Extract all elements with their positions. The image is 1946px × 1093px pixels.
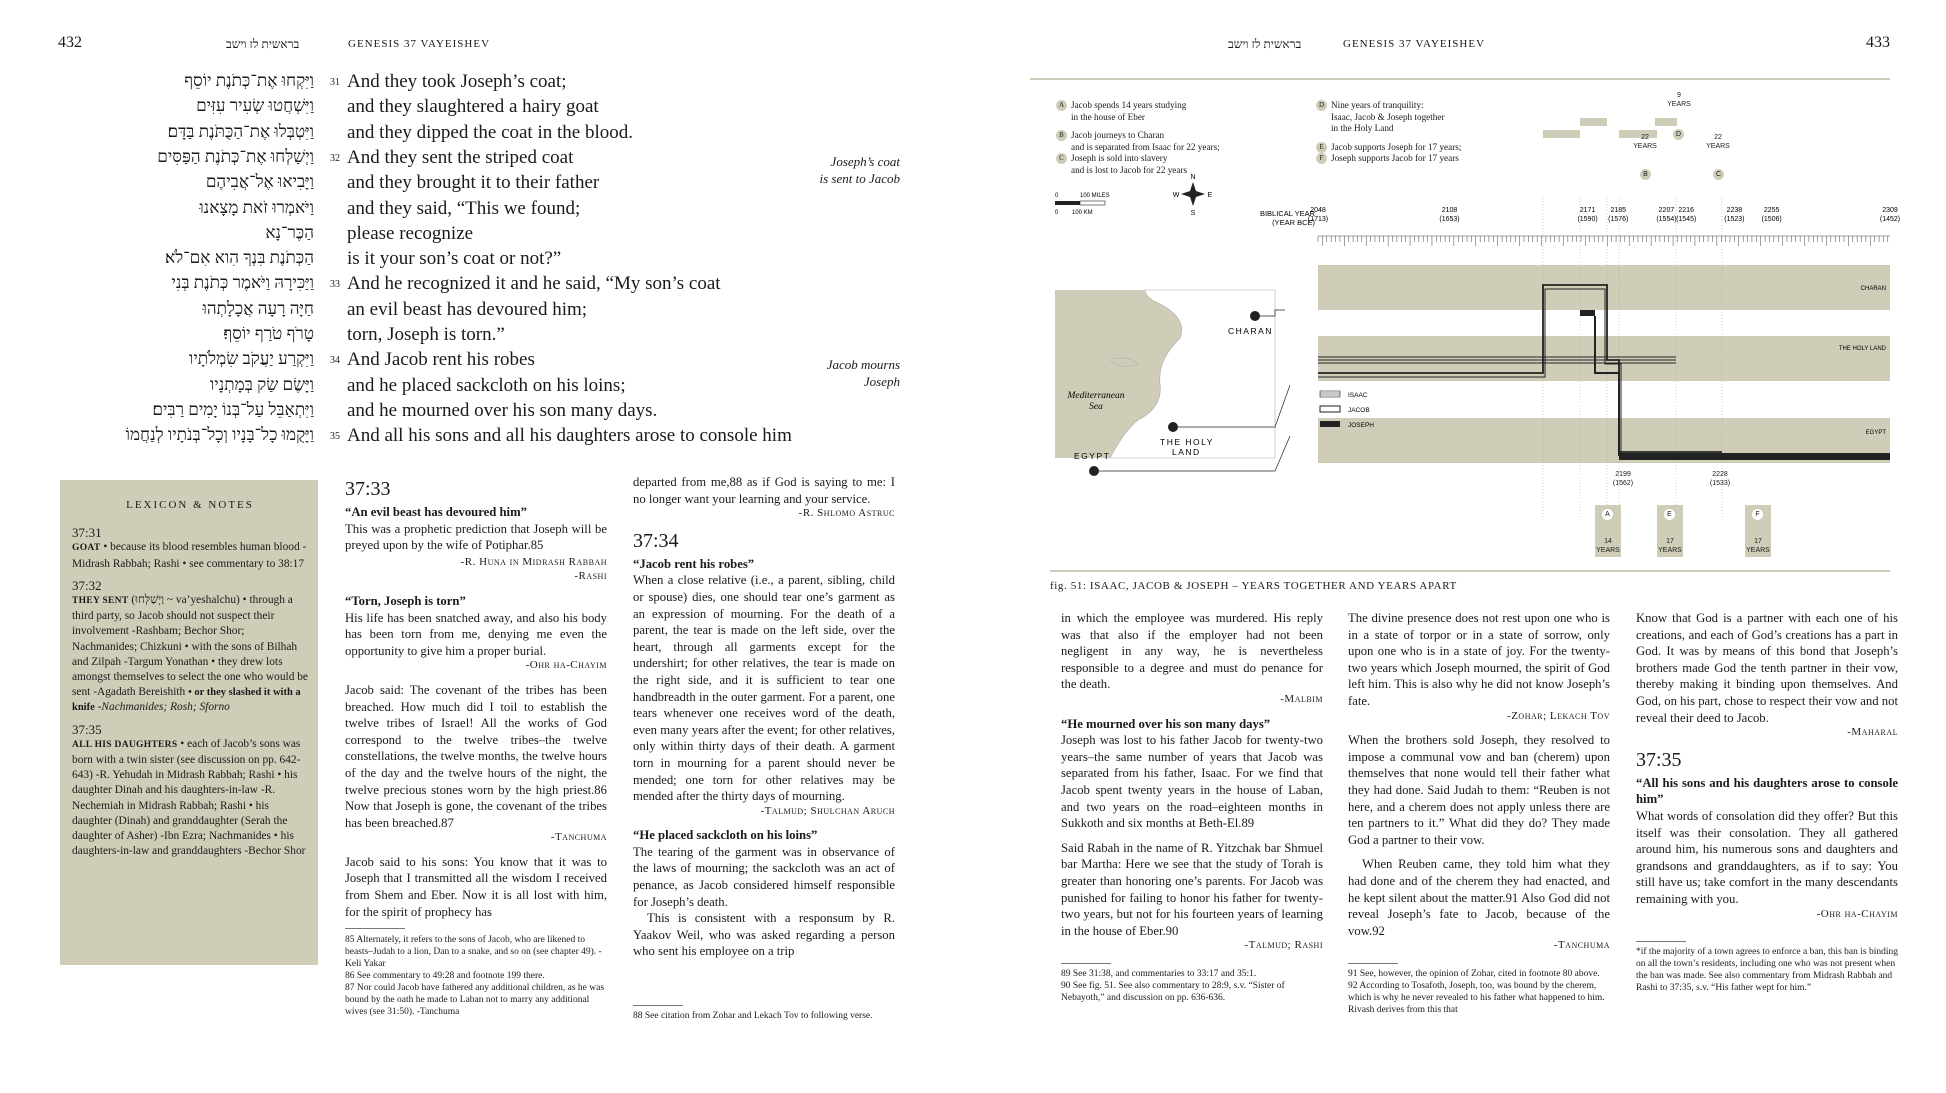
- source-citation: -Zohar; Lekach Tov: [1507, 709, 1610, 722]
- year-bce-label: (1590): [1577, 216, 1598, 223]
- year-label: 2238: [1726, 207, 1743, 214]
- period-label-22-years-c: 22 YEARS: [1706, 134, 1730, 150]
- running-head-right: GENESIS 37 VAYEISHEV: [1343, 38, 1486, 50]
- map-label-egypt: EGYPT: [1074, 451, 1111, 461]
- english-text: And he recognized it and he said, “My son’s coat: [347, 273, 721, 295]
- lexicon-entry-goat: GOAT • because its blood resembles human blood -Midrash Rabbah; Rashi • see commentary to 38:17: [72, 541, 307, 570]
- region-label-egypt: EGYPT: [1865, 430, 1886, 436]
- page-number-right: 433: [1866, 34, 1890, 51]
- joseph-segment-charan: [1580, 310, 1595, 316]
- marker-c: C: [1713, 169, 1724, 180]
- comment-heading: “All his sons and his daughters arose to console him”: [1636, 775, 1898, 807]
- legend-item-e: E Jacob supports Joseph for 17 years;: [1316, 142, 1461, 154]
- svg-text:0: 0: [1055, 210, 1059, 216]
- year-ticks: [1318, 236, 1890, 246]
- map-label-sea: Sea: [1089, 402, 1103, 412]
- legend-item-c: C Joseph is sold into slavery and is lost to Jacob for 22 years: [1056, 153, 1220, 176]
- verse-heading: 37:34: [633, 529, 679, 552]
- lexicon-entry-they-sent: THEY SENT (וַיְשַׁלְּחוּ ~ va’yeshalchu) • through a third party, so Jacob should not suspect their involvement -Rashbam; Bechor Shor; Nachmanides; Chizkuni • with the sons of Bilhah and Zilpah -Targum Yonathan • they drew lots amongst themselves to select the one who would be sent -Agadath Bereishith • or they slashed it with a knife -Nachmanides; Rosh; Sforno: [72, 594, 308, 714]
- commentary-column-d: [1348, 610, 1610, 962]
- source-citation: -R. Huna in Midrash Rabbah: [460, 555, 607, 568]
- commentary-column-e: [1636, 610, 1898, 930]
- comment-text: Joseph was lost to his father Jacob for twenty-two years–the same number of years that Jacob was separated from his father, Isaac. For we find that Jacob spent twenty years in the house of Laban, and two years on the road–eighteen months in Sukkoth and six months at Beth-El.89: [1061, 733, 1323, 831]
- english-text: torn, Joseph is torn.”: [347, 324, 505, 345]
- marker-d: D: [1673, 129, 1684, 140]
- english-text: And they sent the striped coat: [347, 146, 574, 168]
- source-citation: -Ohr ha-Chayim: [1816, 907, 1898, 920]
- hebrew-running-head-right: בראשית לז וישב: [1228, 37, 1302, 51]
- english-text: and he mourned over his son many days.: [347, 399, 658, 421]
- footnotes-column-b: 88 See citation from Zohar and Lekach Tov to following verse.: [633, 1011, 873, 1021]
- english-text: and they brought it to their father: [347, 172, 600, 194]
- footnote-column-e: *if the majority of a town agrees to enforce a ban, this ban is binding on all the town’s residents, including one who was not present when the ban was made. See also commentary from Midrash Rabbah and Rashi to 37:35, s.v. “His father wept for him.”: [1636, 947, 1898, 993]
- figure-top-rule: [1030, 78, 1890, 80]
- sidenote-mourns: Jacob mourns Joseph: [826, 357, 900, 389]
- year-label: 2309: [1882, 207, 1898, 214]
- axis-label: (YEAR BCE): [1272, 218, 1315, 227]
- compass-rose-icon: [1173, 174, 1213, 217]
- svg-text:100 MILES: 100 MILES: [1080, 193, 1110, 199]
- marker-f: F: [1752, 509, 1763, 520]
- year-label: 2048: [1310, 207, 1326, 214]
- sidenote-coat: Joseph’s coat is sent to Jacob: [819, 154, 900, 186]
- comment-text: in which the employee was murdered. His reply was that also if the employer had not been negligent in any way, he is nevertheless responsible to a degree and must do penance for the death.: [1061, 611, 1323, 692]
- svg-text:S: S: [1190, 210, 1196, 217]
- hebrew-text: וַיִּקְחוּ אֶת־כְּתֹנֶת יוֹסֵף: [184, 71, 314, 90]
- comment-text: departed from me,88 as if God is saying to me: I no longer want your learning and your service.: [633, 475, 895, 506]
- comment-heading: “He mourned over his son many days”: [1061, 716, 1271, 731]
- hebrew-text: הַכְּתֹנֶת בִּנְךָ הִוא אִם־לֹא׃: [165, 248, 314, 268]
- year-label: 2207: [1658, 207, 1675, 214]
- source-citation: -Talmud; Shulchan Aruch: [760, 804, 895, 817]
- running-head-left: GENESIS 37 VAYEISHEV: [348, 38, 491, 50]
- hebrew-text: וַיַּכִּירָהּ וַיֹּאמֶר כְּתֹנֶת בְּנִי: [171, 273, 314, 293]
- source-citation: -R. Shlomo Astruc: [798, 507, 895, 520]
- key-isaac: ISAAC: [1348, 392, 1368, 399]
- comment-text: Said Rabah in the name of R. Yitzchak bar Shmuel bar Martha: Here we see that the study of Torah is greater than honoring one’s parents. For Jacob was punished for failing to honor his father for twenty-two years, but not for his fourteen years of learning in the house of Eber.90: [1061, 840, 1323, 938]
- svg-text:N: N: [1190, 174, 1196, 181]
- english-text: And all his sons and all his daughters arose to console him: [347, 425, 792, 447]
- comment-heading: “Torn, Joseph is torn”: [345, 593, 466, 608]
- year-bce-label: (1506): [1761, 216, 1782, 223]
- english-text: and he placed sackcloth on his loins;: [347, 374, 626, 396]
- source-citation: -Rashi: [574, 570, 607, 583]
- hebrew-text: וַיִּשְׁחֲטוּ שְׂעִיר עִזִּים: [196, 96, 314, 116]
- figure-caption: fig. 51: ISAAC, JACOB & JOSEPH – YEARS TOGETHER AND YEARS APART: [1050, 580, 1457, 592]
- comment-text: When Reuben came, they told him what they had done and of the cherem they had enacted, and he kept silent about the matter.91 Also God did not reveal Joseph’s fate to Jacob, because of the vow.92: [1348, 857, 1610, 938]
- commentary-column-c: [1061, 610, 1323, 962]
- hebrew-text: חַיָּה רָעָה אֲכָלָתְהוּ: [202, 298, 314, 318]
- comment-text: His life has been snatched away, and also his body has been torn from me, denying me even the opportunity to give him a proper burial.: [345, 610, 607, 658]
- hebrew-text: וַיָּבִיאוּ אֶל־אֲבִיהֶם: [205, 172, 314, 192]
- holy-land-marker: [1168, 422, 1178, 432]
- region-label-holy-land: THE HOLY LAND: [1838, 346, 1886, 352]
- marker-e: E: [1664, 509, 1675, 520]
- comment-text: This is consistent with a responsum by R. Yaakov Weil, who was asked regarding a person who sent his employee on a trip: [633, 911, 895, 959]
- scale-bar: [1055, 193, 1110, 216]
- commentary-column-a: [345, 478, 607, 928]
- comment-heading: “Jacob rent his robes”: [633, 556, 755, 571]
- bottom-year-2199: 2199 (1562): [1612, 471, 1634, 487]
- joseph-egypt-bar: [1619, 453, 1890, 460]
- footnote-rule: [1348, 963, 1398, 964]
- source-citation: -Malbim: [1280, 692, 1323, 705]
- comment-text: Jacob said: The covenant of the tribes has been breached. How much did I toil to establish the twelve tribes of Israel! All the works of God correspond to the twelve tribes–the twelve constellations, the twelve months, the twelve hours of the day and the twelve hours of the night, the twelve precious stones worn by the high priest.86 Now that Joseph is gone, the covenant of the tribes has been breached.87: [345, 682, 607, 830]
- year-labels: [1308, 207, 1900, 223]
- legend-item-b: B Jacob journeys to Charan and is separated from Isaac for 22 years;: [1056, 130, 1220, 153]
- hebrew-text: וַיִּתְאַבֵּל עַל־בְּנוֹ יָמִים רַבִּים׃: [152, 399, 314, 419]
- key-jacob: JACOB: [1348, 407, 1370, 414]
- axis-label: BIBLICAL YEAR: [1259, 209, 1315, 218]
- svg-text:W: W: [1172, 192, 1180, 199]
- page-number-left: 432: [58, 34, 82, 51]
- year-bce-label: (1713): [1307, 216, 1329, 223]
- year-label: 2255: [1763, 207, 1780, 214]
- english-text: and they slaughtered a hairy goat: [347, 96, 599, 118]
- comment-heading: “An evil beast has devoured him”: [345, 505, 527, 519]
- verse-number: 31: [330, 77, 340, 88]
- period-label-22-years-b: 22 YEARS: [1633, 134, 1657, 150]
- marker-b: B: [1640, 169, 1651, 180]
- hebrew-text: וַיָּשֶׂם שַׂק בְּמָתְנָיו: [209, 374, 314, 394]
- english-text: is it your son’s coat or not?”: [347, 248, 562, 270]
- lexicon-entry-all-his-daughters: ALL HIS DAUGHTERS • each of Jacob’s sons was born with a twin sister (see discussion on pp. 642-643) -R. Yehudah in Midrash Rabbah; Rashi • his daughter Dinah and his daughters-in-law -R. Nechemiah in Midrash Rabbah; Rashi • his daughter (Dinah) and granddaughter (Serah the daughter of Asher) -Ibn Ezra; Nachmanides • his daughters-in-law and granddaughters -Bechor Shor: [72, 737, 306, 858]
- band-charan: [1318, 265, 1890, 310]
- comment-text: What words of consolation did they offer? But this itself was their consolation. They all gathered around him, his numerous sons and daughters and grandsons and granddaughters, as if to say: You still have us; take comfort in the many descendants remaining with you.: [1636, 808, 1898, 906]
- verse-number: 34: [330, 355, 340, 367]
- year-label: 2108: [1441, 207, 1458, 214]
- year-bce-label: (1653): [1439, 216, 1460, 223]
- english-text: And Jacob rent his robes: [347, 349, 535, 371]
- source-citation: -Talmud; Rashi: [1244, 939, 1323, 952]
- source-citation: -Tanchuma: [550, 831, 607, 844]
- verse-heading: 37:35: [1636, 748, 1682, 771]
- lexicon-verse-ref: 37:32: [72, 577, 102, 593]
- hebrew-text: וַיִּטְבְּלוּ אֶת־הַכֻּתֹּנֶת בַּדָּם׃: [167, 121, 314, 141]
- comment-text: Jacob said to his sons: You know that it was to Joseph that I transmitted all the wisdom I received from Shem and Eber. Now it is all lost with him, for the spirit of prophecy has: [345, 854, 607, 919]
- english-text: please recognize: [347, 222, 474, 244]
- lexicon-title: LEXICON & NOTES: [126, 499, 254, 511]
- svg-text:E: E: [1207, 192, 1213, 199]
- english-text: and they dipped the coat in the blood.: [347, 121, 633, 143]
- legend-item-d: D Nine years of tranquility: Isaac, Jacob & Joseph together in the Holy Land: [1316, 100, 1461, 135]
- series-key: [1320, 391, 1374, 429]
- timeline-figure: [1050, 88, 1900, 568]
- egypt-marker: [1089, 466, 1099, 476]
- footnotes-column-d: 91 See, however, the opinion of Zohar, cited in footnote 80 above. 92 According to Tosafoth, Joseph, too, was bound by the cherem, which is why he never revealed to his father what happened to him. Rivash derives from this that: [1348, 969, 1605, 1015]
- key-joseph: JOSEPH: [1348, 422, 1375, 429]
- band-holy-land: [1318, 336, 1890, 381]
- comment-text: Know that God is a partner with each one of his creations, and each of God’s creations has a part in God. It was by means of this bond that Joseph’s brothers made God the tenth partner in their vow, thereby making it binding upon themselves. And God, on his part, chose to respect their vow and not reveal their deed to Jacob.: [1636, 611, 1898, 725]
- footnote-rule: [633, 1005, 683, 1006]
- bottom-year-2228: 2228 (1533): [1709, 471, 1731, 487]
- svg-text:100 KM: 100 KM: [1072, 210, 1093, 216]
- comment-text: The divine presence does not rest upon one who is in a state of torpor or in a state of sorrow, only upon one who is in a state of joy. For the twenty-two years which Joseph mourned, the spirit of God left him. This is also why he did not know Joseph’s fate.: [1348, 611, 1610, 708]
- comment-text: This was a prophetic prediction that Joseph will be preyed upon by the wife of Potiphar.85: [345, 521, 607, 553]
- verse-heading: 37:33: [345, 478, 391, 500]
- hebrew-text: וַיָּקֻמוּ כָל־בָּנָיו וְכָל־בְּנֹתָיו לְנַחֲמוֹ: [125, 425, 314, 445]
- hebrew-text: וַיֹּאמְרוּ זֹאת מָצָאנוּ: [199, 197, 314, 217]
- year-bce-label: (1545): [1676, 216, 1697, 223]
- period-label-14-years: 14 YEARS: [1596, 538, 1620, 554]
- year-label: 2216: [1678, 207, 1694, 214]
- verse-number: 33: [330, 279, 340, 291]
- year-label: 2171: [1579, 207, 1596, 214]
- comment-text: When the brothers sold Joseph, they resolved to impose a communal vow and ban (cherem) upon themselves that none would tell their father what they had done. Said Judah to them: “Reuben is not here, and a cherem does not apply unless there are ten partners to it.” What did they do? They made God a partner to their vow.: [1348, 733, 1610, 847]
- source-citation: -Ohr ha-Chayim: [525, 659, 607, 672]
- period-label-17-years-e: 17 YEARS: [1658, 538, 1682, 554]
- comment-text: When a close relative (i.e., a parent, sibling, child or spouse) dies, one should tear one’s garment as an expression of mourning. For the death of a parent, the tear is made on the left side, over the heart, through all garments except for the undershirt; for other relatives, the tear is made on the right side, and it is sufficient to tear one handbreadth in the outer garment. For a parent, one tears whenever one receives word of the death, even many years after the event; for other relatives, only within thirty days of their death. A garment torn in mourning for a parent should never be mended; one torn for other relatives may be mended after the thirty days of mourning.: [633, 573, 895, 804]
- map-label-charan: CHARAN: [1228, 326, 1273, 336]
- commentary-column-b: [633, 474, 895, 968]
- period-label-17-years-f: 17 YEARS: [1746, 538, 1770, 554]
- year-label: 2185: [1610, 207, 1627, 214]
- footnote-rule: [1061, 963, 1111, 964]
- footnotes-column-c: 89 See 31:38, and commentaries to 33:17 and 35:1. 90 See fig. 51. See also commentary to 28:9, s.v. “Sister of Nebayoth,” and discussion on pp. 636-636.: [1061, 969, 1285, 1003]
- footnote-rule: [1636, 941, 1686, 942]
- source-citation: -Maharal: [1847, 726, 1898, 739]
- lexicon-notes-panel: [60, 480, 318, 965]
- hebrew-text: וַיִּקְרַע יַעֲקֹב שִׂמְלֹתָיו: [189, 349, 314, 369]
- map: [1055, 290, 1290, 476]
- map-label-holy-land: LAND: [1172, 447, 1201, 457]
- verse-number: 35: [330, 431, 340, 443]
- year-bce-label: (1523): [1724, 216, 1745, 223]
- hebrew-text: וַיְשַׁלְּחוּ אֶת־כְּתֹנֶת הַפַּסִּים: [157, 146, 314, 166]
- marker-a: A: [1602, 509, 1613, 520]
- lexicon-verse-ref: 37:35: [72, 721, 102, 737]
- footnotes-column-a: 85 Alternately, it refers to the sons of Jacob, who are likened to beasts–Judah to a lion, Dan to a snake, and so on (see chapter 49). -Keli Yakar 86 See commentary to 49:28 and footnote 199 there. 87 Nor could Jacob have fathered any additional children, as he was bound by the oath he made to Laban not to marry any additional wives (see 31:50). -Tanchuma: [345, 935, 605, 1017]
- hebrew-text: הַכֶּר־נָא: [265, 222, 314, 242]
- year-bce-label: (1576): [1608, 216, 1629, 223]
- verse-number: 32: [330, 152, 340, 164]
- legend-item-f: F Joseph supports Jacob for 17 years: [1316, 153, 1461, 165]
- comment-heading: “He placed sackcloth on his loins”: [633, 828, 818, 843]
- year-bce-label: (1452): [1879, 216, 1900, 223]
- charan-marker: [1250, 311, 1260, 321]
- year-bce-label: (1554): [1656, 216, 1677, 223]
- legend-item-a: A Jacob spends 14 years studying in the house of Eber: [1056, 100, 1220, 123]
- region-label-charan: CHARAN: [1860, 286, 1886, 292]
- english-text: and they said, “This we found;: [347, 197, 581, 219]
- map-label-sea: Mediterranean: [1067, 391, 1125, 401]
- english-text: an evil beast has devoured him;: [347, 298, 588, 320]
- figure-bottom-rule: [1050, 570, 1890, 572]
- period-label-9-years: 9 YEARS: [1667, 92, 1691, 108]
- source-citation: -Tanchuma: [1553, 939, 1610, 952]
- comment-text: The tearing of the garment was in observance of the laws of mourning; the sackcloth was an act of penance, as Jacob considered himself responsible for Joseph’s death.: [633, 844, 895, 909]
- hebrew-text: טָרֹף טֹרַף יוֹסֵף׃: [223, 324, 314, 343]
- footnote-rule: [345, 928, 405, 929]
- hebrew-running-head-left: בראשית לז וישב: [226, 37, 300, 51]
- english-text: And they took Joseph’s coat;: [347, 71, 567, 92]
- map-label-holy-land: THE HOLY: [1160, 437, 1214, 447]
- svg-text:0: 0: [1055, 193, 1059, 199]
- lexicon-verse-ref: 37:31: [72, 525, 102, 541]
